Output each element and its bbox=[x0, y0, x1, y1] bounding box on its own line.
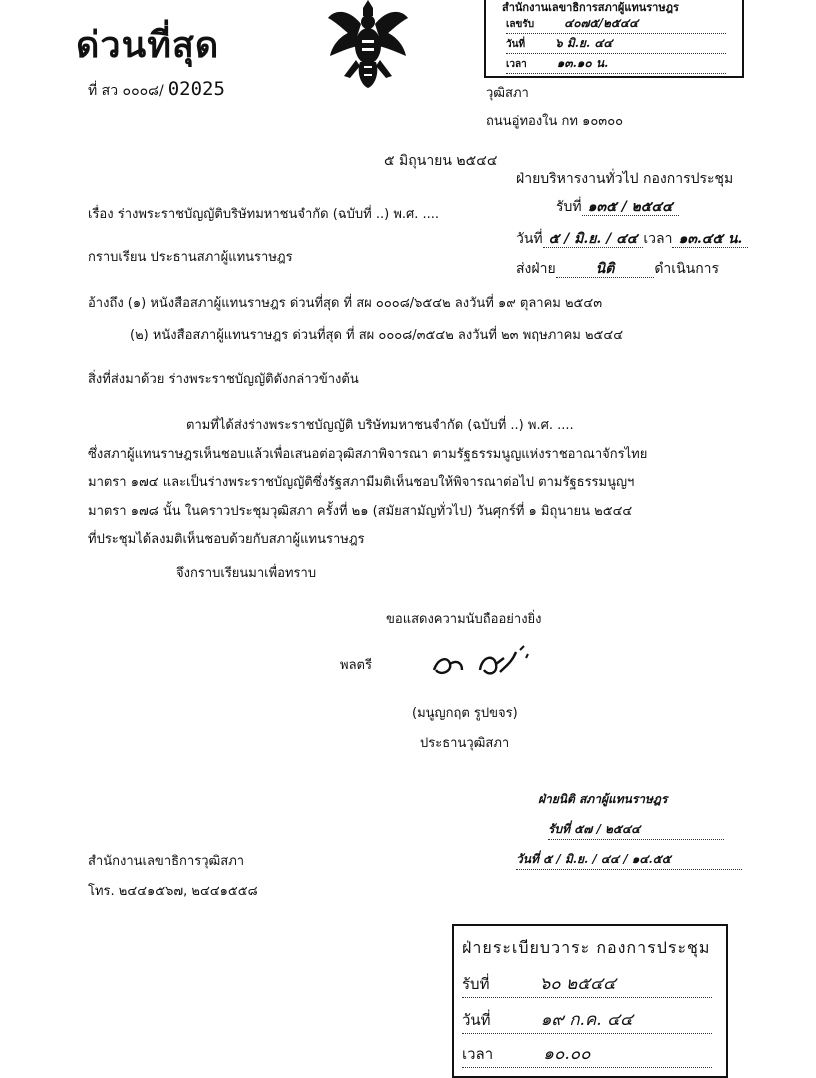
stamp-row-value: ๖๐ ๒๕๔๔ bbox=[539, 974, 616, 994]
stamp-title: ฝ่ายระเบียบวาระ กองการประชุม bbox=[462, 938, 711, 957]
receipt-number-value: ๑๓๕ / ๒๕๔๔ bbox=[582, 199, 679, 216]
stamp-row bbox=[462, 1040, 712, 1068]
stamp-row bbox=[506, 34, 726, 54]
stamp-row-value: ๑๓.๑๐ น. bbox=[556, 56, 609, 70]
stamp-row-label: เวลา bbox=[506, 59, 527, 70]
sender-address: ถนนอู่ทองใน กท ๑๐๓๐๐ bbox=[486, 114, 624, 129]
letter-date: ๕ มิถุนายน ๒๕๔๔ bbox=[384, 153, 498, 169]
stamp-row bbox=[462, 1006, 712, 1034]
enclosure-line: สิ่งที่ส่งมาด้วย ร่างพระราชบัญญัติดังกล่าวข้างต้น bbox=[88, 372, 359, 387]
receipt-date-label: วันที่ bbox=[516, 231, 543, 247]
stamp-row-value: ๖ มิ.ย. ๔๔ bbox=[555, 36, 613, 50]
document-number bbox=[88, 78, 225, 102]
regards-line: ขอแสดงความนับถืออย่างยิ่ง bbox=[386, 612, 542, 627]
receipt-title: ฝ่ายบริหารงานทั่วไป กองการประชุม bbox=[516, 171, 734, 187]
receipt-dept-label: ส่งฝ่าย bbox=[516, 261, 556, 277]
footer-phone: โทร. ๒๔๔๑๕๖๗, ๒๔๔๑๕๕๘ bbox=[88, 884, 258, 899]
stamp-row-label: วันที่ bbox=[506, 39, 526, 50]
body-line: ที่ประชุมได้ลงมติเห็นชอบด้วยกับสภาผู้แทนราษฎร bbox=[88, 532, 365, 547]
stamp-title: สำนักงานเลขาธิการสภาผู้แทนราษฎร bbox=[502, 1, 679, 14]
subject-line: เรื่อง ร่างพระราชบัญญัติบริษัทมหาชนจำกัด (ฉบับที่ ..) พ.ศ. .... bbox=[88, 207, 440, 222]
handwritten-receipt-date-value: ๕ / มิ.ย. / ๔๔ / ๑๔.๕๕ bbox=[543, 852, 671, 866]
handwritten-receipt-date bbox=[516, 850, 742, 870]
signer-rank: พลตรี bbox=[340, 658, 372, 673]
sender-org: วุฒิสภา bbox=[486, 86, 529, 101]
receipt-box bbox=[512, 162, 768, 290]
stamp-row-value: ๔๐๗๕/๒๕๔๔ bbox=[564, 16, 639, 30]
signer-position: ประธานวุฒิสภา bbox=[420, 736, 510, 751]
stamp-row-label: วันที่ bbox=[462, 1011, 491, 1029]
body-line: ซึ่งสภาผู้แทนราษฎรเห็นชอบแล้วเพื่อเสนอต่อวุฒิสภาพิจารณา ตามรัฐธรรมนูญแห่งราชอาณาจักรไทย bbox=[88, 446, 648, 462]
stamp-row bbox=[462, 970, 712, 998]
letter-body bbox=[88, 412, 728, 555]
receipt-dept bbox=[516, 258, 719, 280]
receipt-action-label: ดำเนินการ bbox=[654, 261, 720, 277]
document-number-value: 02025 bbox=[167, 78, 225, 100]
handwritten-receipt-number-label: รับที่ bbox=[548, 822, 570, 836]
signature-icon bbox=[428, 640, 548, 684]
receipt-time-label: เวลา bbox=[643, 231, 673, 247]
body-line: มาตรา ๑๗๔ และเป็นร่างพระราชบัญญัติซึ่งรัฐสภามีมติเห็นชอบให้พิจารณาต่อไป ตามรัฐธรรมนูญฯ bbox=[88, 475, 635, 490]
document-number-prefix: ที่ สว ๐๐๐๘/ bbox=[88, 83, 164, 99]
handwritten-receipt-date-label: วันที่ bbox=[516, 852, 539, 866]
handwritten-receipt-number-value: ๕๗ / ๒๕๔๔ bbox=[574, 822, 641, 836]
registry-stamp-top bbox=[484, 0, 744, 78]
receipt-number bbox=[556, 196, 679, 218]
stamp-row bbox=[506, 54, 726, 74]
reference-2: (๒) หนังสือสภาผู้แทนราษฎร ด่วนที่สุด ที่ สผ ๐๐๐๘/๓๕๔๒ ลงวันที่ ๒๓ พฤษภาคม ๒๕๔๔ bbox=[130, 328, 624, 343]
salutation: กราบเรียน ประธานสภาผู้แทนราษฎร bbox=[88, 250, 293, 265]
registry-stamp-bottom bbox=[452, 924, 728, 1078]
stamp-row bbox=[506, 14, 726, 34]
stamp-row-label: เลขรับ bbox=[506, 19, 535, 30]
closing-line: จึงกราบเรียนมาเพื่อทราบ bbox=[176, 566, 317, 581]
signer-name: (มนูญกฤต รูปขจร) bbox=[412, 706, 518, 721]
body-line: ตามที่ได้ส่งร่างพระราชบัญญัติ บริษัทมหาชนจำกัด (ฉบับที่ ..) พ.ศ. .... bbox=[186, 418, 574, 433]
receipt-number-label: รับที่ bbox=[556, 199, 582, 215]
footer-office: สำนักงานเลขาธิการวุฒิสภา bbox=[88, 854, 245, 869]
stamp-row-value: ๑๐.๐๐ bbox=[543, 1044, 591, 1064]
handwritten-receipt-title: ฝ่ายนิติ สภาผู้แทนราษฎร bbox=[538, 792, 668, 806]
handwritten-receipt-number bbox=[548, 820, 724, 840]
receipt-date-value: ๕ / มิ.ย. / ๔๔ bbox=[543, 231, 644, 248]
receipt-time-value: ๑๓.๔๕ น. bbox=[672, 231, 748, 248]
reference-1: อ้างถึง (๑) หนังสือสภาผู้แทนราษฎร ด่วนที่สุด ที่ สผ ๐๐๐๘/๖๕๔๒ ลงวันที่ ๑๙ ตุลาคม ๒๕๔๓ bbox=[88, 296, 603, 311]
garuda-emblem-icon bbox=[326, 0, 410, 90]
stamp-row-value: ๑๙ ก.ค. ๔๔ bbox=[540, 1010, 633, 1030]
receipt-dept-value: นิติ bbox=[556, 261, 655, 278]
handwritten-receipt bbox=[516, 784, 766, 876]
stamp-row-label: เวลา bbox=[462, 1045, 494, 1063]
receipt-date bbox=[516, 228, 748, 250]
body-line: มาตรา ๑๗๘ นั้น ในคราวประชุมวุฒิสภา ครั้งที่ ๒๑ (สมัยสามัญทั่วไป) วันศุกร์ที่ ๑ มิถุนายน ๒๕๔๔ bbox=[88, 503, 633, 519]
urgency-heading: ด่วนที่สุด bbox=[76, 24, 220, 66]
stamp-row-label: รับที่ bbox=[462, 975, 490, 993]
